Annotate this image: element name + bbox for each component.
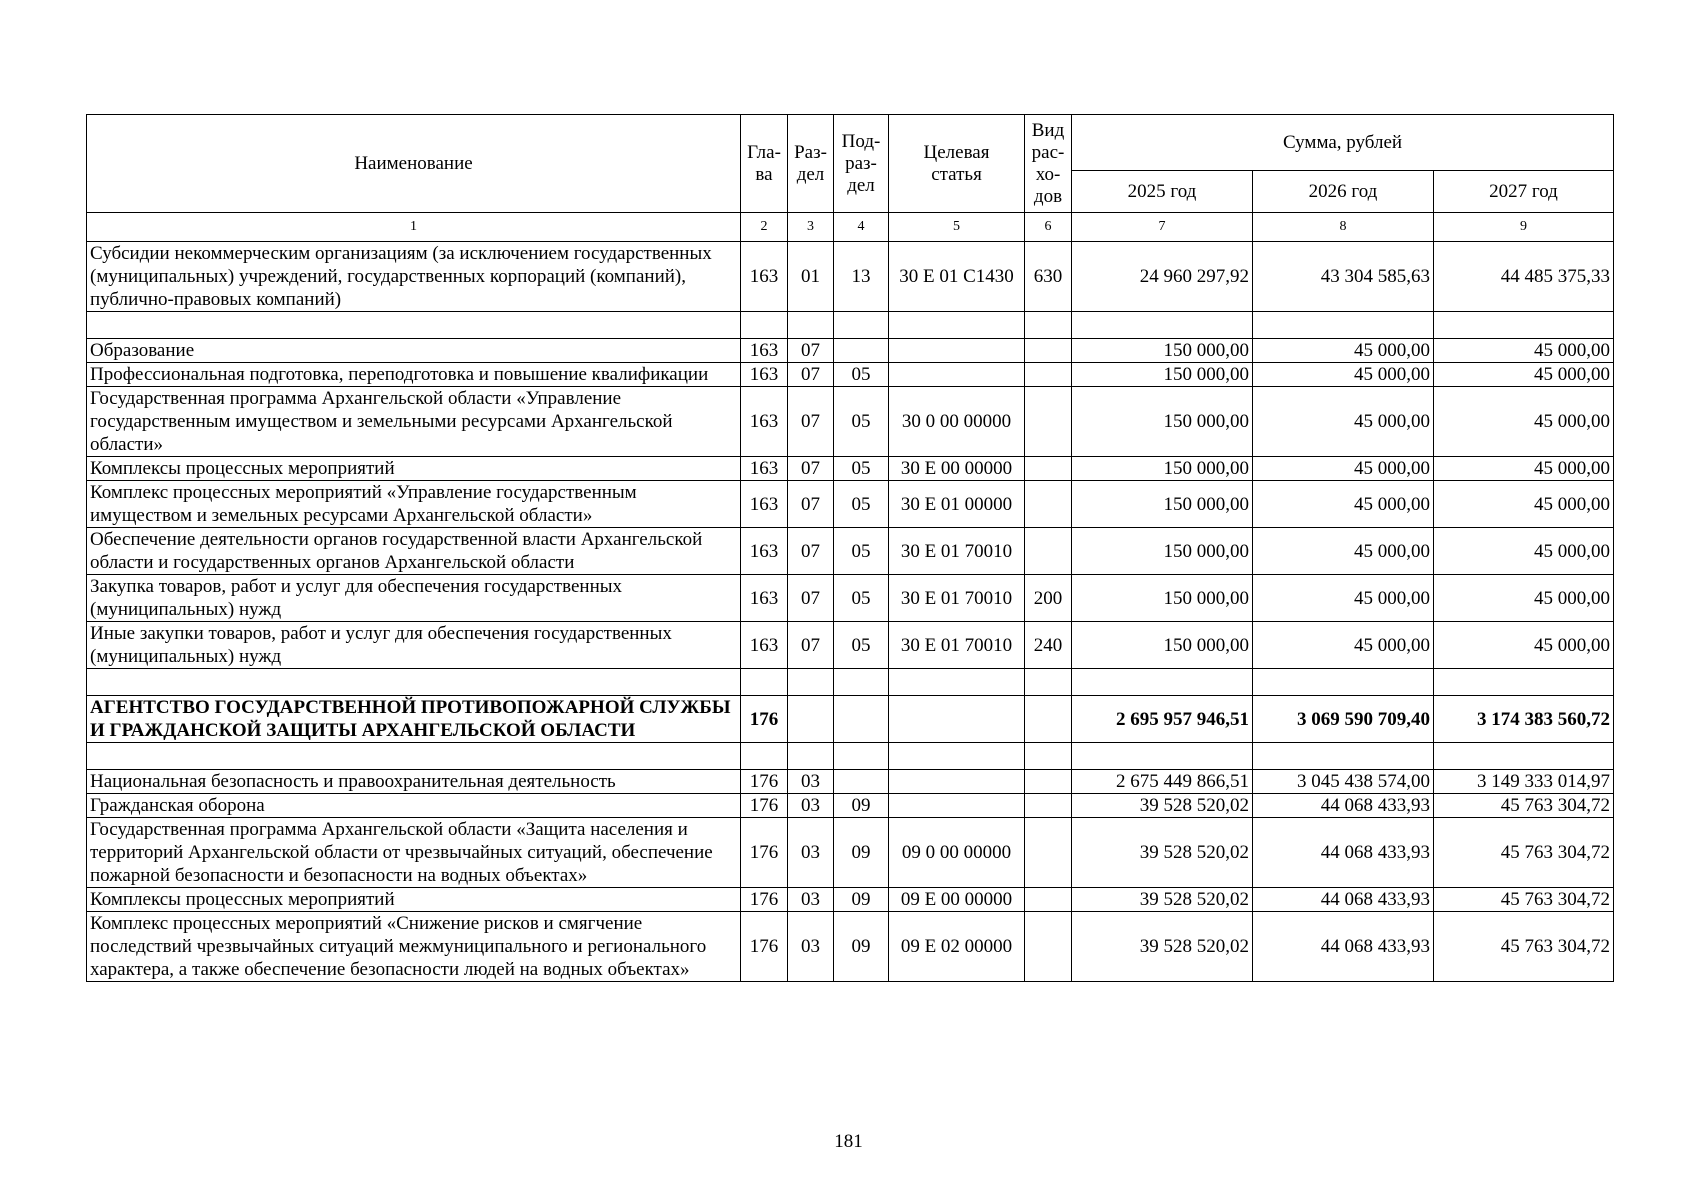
row-subsection-cell: 05 xyxy=(834,457,889,481)
empty-cell xyxy=(834,743,889,770)
row-name-cell: Иные закупки товаров, работ и услуг для обеспечения государственных (муниципальных) нужд xyxy=(87,622,741,669)
row-section-cell: 01 xyxy=(788,242,834,312)
row-expense-type-cell xyxy=(1025,770,1072,794)
row-expense-type-cell xyxy=(1025,457,1072,481)
row-amount-2027-cell: 45 000,00 xyxy=(1434,457,1614,481)
table-row xyxy=(87,912,1614,982)
row-target-article-cell: 30 Е 01 С1430 xyxy=(889,242,1025,312)
row-chapter-cell: 163 xyxy=(741,528,788,575)
table-row xyxy=(87,794,1614,818)
row-section-cell: 07 xyxy=(788,339,834,363)
row-subsection-cell: 13 xyxy=(834,242,889,312)
empty-cell xyxy=(1434,743,1614,770)
row-name-cell: Комплекс процессных мероприятий «Управление государственным имуществом и земельных ресурсами Архангельской области» xyxy=(87,481,741,528)
row-name-cell: АГЕНТСТВО ГОСУДАРСТВЕННОЙ ПРОТИВОПОЖАРНОЙ СЛУЖБЫ И ГРАЖДАНСКОЙ ЗАЩИТЫ АРХАНГЕЛЬСКОЙ ОБЛАСТИ xyxy=(87,696,741,743)
row-expense-type-cell: 630 xyxy=(1025,242,1072,312)
row-chapter-cell: 176 xyxy=(741,888,788,912)
row-name-cell: Комплексы процессных мероприятий xyxy=(87,888,741,912)
row-expense-type-cell xyxy=(1025,794,1072,818)
empty-cell xyxy=(87,312,741,339)
row-amount-2025-cell: 39 528 520,02 xyxy=(1072,818,1253,888)
empty-cell xyxy=(834,669,889,696)
row-section-cell: 07 xyxy=(788,622,834,669)
row-target-article-cell: 30 Е 01 70010 xyxy=(889,622,1025,669)
header-year-2027: 2027 год xyxy=(1434,171,1614,213)
empty-cell xyxy=(1025,669,1072,696)
row-subsection-cell xyxy=(834,770,889,794)
agency-row xyxy=(87,696,1614,743)
row-subsection-cell: 09 xyxy=(834,818,889,888)
row-expense-type-cell xyxy=(1025,481,1072,528)
row-subsection-cell: 05 xyxy=(834,363,889,387)
row-section-cell: 07 xyxy=(788,481,834,528)
header-chapter: Гла- ва xyxy=(741,115,788,213)
column-number: 7 xyxy=(1072,213,1253,242)
row-target-article-cell: 30 Е 01 70010 xyxy=(889,575,1025,622)
table-row xyxy=(87,622,1614,669)
row-target-article-cell: 09 0 00 00000 xyxy=(889,818,1025,888)
row-chapter-cell: 163 xyxy=(741,622,788,669)
row-amount-2027-cell: 45 000,00 xyxy=(1434,339,1614,363)
table-row xyxy=(87,481,1614,528)
table-row xyxy=(87,770,1614,794)
row-expense-type-cell xyxy=(1025,339,1072,363)
row-chapter-cell: 163 xyxy=(741,339,788,363)
row-target-article-cell: 30 Е 01 70010 xyxy=(889,528,1025,575)
empty-cell xyxy=(87,669,741,696)
row-subsection-cell: 09 xyxy=(834,912,889,982)
column-number: 5 xyxy=(889,213,1025,242)
row-amount-2025-cell: 150 000,00 xyxy=(1072,339,1253,363)
table-row xyxy=(87,363,1614,387)
row-expense-type-cell: 240 xyxy=(1025,622,1072,669)
row-name-cell: Государственная программа Архангельской области «Управление государственным имуществом и земельными ресурсами Архангельской области» xyxy=(87,387,741,457)
table-row xyxy=(87,818,1614,888)
row-amount-2026-cell: 3 069 590 709,40 xyxy=(1253,696,1434,743)
row-subsection-cell: 05 xyxy=(834,481,889,528)
row-amount-2025-cell: 39 528 520,02 xyxy=(1072,912,1253,982)
row-section-cell: 03 xyxy=(788,770,834,794)
row-amount-2027-cell: 3 149 333 014,97 xyxy=(1434,770,1614,794)
column-number-row xyxy=(87,213,1614,242)
row-name-cell: Национальная безопасность и правоохранительная деятельность xyxy=(87,770,741,794)
column-number: 6 xyxy=(1025,213,1072,242)
row-amount-2027-cell: 45 000,00 xyxy=(1434,622,1614,669)
row-amount-2027-cell: 45 000,00 xyxy=(1434,528,1614,575)
empty-cell xyxy=(741,743,788,770)
row-amount-2026-cell: 45 000,00 xyxy=(1253,622,1434,669)
row-name-cell: Субсидии некоммерческим организациям (за исключением государственных (муниципальных) учреждений, государственных корпораций (компаний), публично-правовых компаний) xyxy=(87,242,741,312)
row-amount-2027-cell: 44 485 375,33 xyxy=(1434,242,1614,312)
row-amount-2025-cell: 24 960 297,92 xyxy=(1072,242,1253,312)
empty-cell xyxy=(1025,312,1072,339)
empty-cell xyxy=(1253,669,1434,696)
row-target-article-cell xyxy=(889,770,1025,794)
column-number: 8 xyxy=(1253,213,1434,242)
row-section-cell: 07 xyxy=(788,528,834,575)
row-expense-type-cell xyxy=(1025,888,1072,912)
empty-cell xyxy=(889,669,1025,696)
row-amount-2026-cell: 43 304 585,63 xyxy=(1253,242,1434,312)
empty-cell xyxy=(1025,743,1072,770)
header-name: Наименование xyxy=(87,115,741,213)
spacer-row xyxy=(87,743,1614,770)
row-chapter-cell: 163 xyxy=(741,481,788,528)
row-amount-2027-cell: 45 763 304,72 xyxy=(1434,818,1614,888)
empty-cell xyxy=(834,312,889,339)
row-target-article-cell: 09 Е 00 00000 xyxy=(889,888,1025,912)
row-subsection-cell xyxy=(834,696,889,743)
column-number: 1 xyxy=(87,213,741,242)
row-chapter-cell: 163 xyxy=(741,363,788,387)
row-name-cell: Закупка товаров, работ и услуг для обеспечения государственных (муниципальных) нужд xyxy=(87,575,741,622)
row-amount-2026-cell: 44 068 433,93 xyxy=(1253,912,1434,982)
table-row xyxy=(87,575,1614,622)
row-expense-type-cell xyxy=(1025,696,1072,743)
row-amount-2027-cell: 45 000,00 xyxy=(1434,575,1614,622)
row-chapter-cell: 176 xyxy=(741,818,788,888)
row-section-cell: 07 xyxy=(788,575,834,622)
column-number: 4 xyxy=(834,213,889,242)
row-amount-2025-cell: 2 675 449 866,51 xyxy=(1072,770,1253,794)
row-subsection-cell: 09 xyxy=(834,888,889,912)
table-row xyxy=(87,387,1614,457)
row-amount-2027-cell: 45 763 304,72 xyxy=(1434,888,1614,912)
row-subsection-cell: 05 xyxy=(834,528,889,575)
row-amount-2027-cell: 45 000,00 xyxy=(1434,363,1614,387)
row-amount-2025-cell: 39 528 520,02 xyxy=(1072,888,1253,912)
table-row xyxy=(87,242,1614,312)
row-amount-2026-cell: 44 068 433,93 xyxy=(1253,818,1434,888)
row-amount-2027-cell: 45 000,00 xyxy=(1434,387,1614,457)
row-amount-2026-cell: 45 000,00 xyxy=(1253,575,1434,622)
row-amount-2025-cell: 150 000,00 xyxy=(1072,622,1253,669)
row-target-article-cell xyxy=(889,696,1025,743)
header-expense-type: Вид рас- хо- дов xyxy=(1025,115,1072,213)
row-section-cell: 03 xyxy=(788,888,834,912)
row-chapter-cell: 176 xyxy=(741,770,788,794)
row-amount-2026-cell: 45 000,00 xyxy=(1253,363,1434,387)
row-expense-type-cell xyxy=(1025,528,1072,575)
row-subsection-cell: 05 xyxy=(834,387,889,457)
empty-cell xyxy=(1434,669,1614,696)
empty-cell xyxy=(87,743,741,770)
empty-cell xyxy=(741,669,788,696)
column-number: 3 xyxy=(788,213,834,242)
row-target-article-cell: 30 Е 01 00000 xyxy=(889,481,1025,528)
table-body xyxy=(87,213,1614,982)
empty-cell xyxy=(1253,743,1434,770)
row-target-article-cell xyxy=(889,794,1025,818)
row-section-cell xyxy=(788,696,834,743)
row-name-cell: Профессиональная подготовка, переподготовка и повышение квалификации xyxy=(87,363,741,387)
row-chapter-cell: 163 xyxy=(741,242,788,312)
empty-cell xyxy=(889,312,1025,339)
row-amount-2026-cell: 45 000,00 xyxy=(1253,528,1434,575)
row-chapter-cell: 176 xyxy=(741,696,788,743)
row-target-article-cell: 30 0 00 00000 xyxy=(889,387,1025,457)
row-section-cell: 07 xyxy=(788,387,834,457)
row-amount-2027-cell: 45 763 304,72 xyxy=(1434,794,1614,818)
row-chapter-cell: 163 xyxy=(741,457,788,481)
column-number: 9 xyxy=(1434,213,1614,242)
empty-cell xyxy=(1072,743,1253,770)
row-amount-2027-cell: 3 174 383 560,72 xyxy=(1434,696,1614,743)
empty-cell xyxy=(1434,312,1614,339)
row-amount-2026-cell: 44 068 433,93 xyxy=(1253,794,1434,818)
row-amount-2027-cell: 45 000,00 xyxy=(1434,481,1614,528)
row-target-article-cell xyxy=(889,339,1025,363)
row-name-cell: Государственная программа Архангельской области «Защита населения и территорий Архангельской области от чрезвычайных ситуаций, обеспечение пожарной безопасности и безопасности на водных объектах» xyxy=(87,818,741,888)
row-subsection-cell: 05 xyxy=(834,575,889,622)
row-expense-type-cell xyxy=(1025,912,1072,982)
header-year-2026: 2026 год xyxy=(1253,171,1434,213)
row-target-article-cell: 30 Е 00 00000 xyxy=(889,457,1025,481)
page-number: 181 xyxy=(834,1131,863,1152)
row-chapter-cell: 176 xyxy=(741,794,788,818)
row-chapter-cell: 163 xyxy=(741,387,788,457)
empty-cell xyxy=(889,743,1025,770)
table-row xyxy=(87,888,1614,912)
row-amount-2027-cell: 45 763 304,72 xyxy=(1434,912,1614,982)
row-chapter-cell: 176 xyxy=(741,912,788,982)
row-amount-2026-cell: 45 000,00 xyxy=(1253,457,1434,481)
row-amount-2025-cell: 150 000,00 xyxy=(1072,457,1253,481)
row-amount-2026-cell: 45 000,00 xyxy=(1253,339,1434,363)
row-amount-2025-cell: 150 000,00 xyxy=(1072,528,1253,575)
row-expense-type-cell xyxy=(1025,363,1072,387)
empty-cell xyxy=(788,743,834,770)
row-amount-2026-cell: 45 000,00 xyxy=(1253,387,1434,457)
row-subsection-cell: 09 xyxy=(834,794,889,818)
row-name-cell: Комплексы процессных мероприятий xyxy=(87,457,741,481)
row-amount-2026-cell: 45 000,00 xyxy=(1253,481,1434,528)
row-expense-type-cell xyxy=(1025,387,1072,457)
header-year-2025: 2025 год xyxy=(1072,171,1253,213)
row-section-cell: 07 xyxy=(788,363,834,387)
header-section: Раз- дел xyxy=(788,115,834,213)
table-row xyxy=(87,528,1614,575)
table-row xyxy=(87,457,1614,481)
row-expense-type-cell: 200 xyxy=(1025,575,1072,622)
header-subsection: Под- раз- дел xyxy=(834,115,889,213)
empty-cell xyxy=(1072,312,1253,339)
row-amount-2025-cell: 150 000,00 xyxy=(1072,481,1253,528)
row-amount-2026-cell: 44 068 433,93 xyxy=(1253,888,1434,912)
header-sum: Сумма, рублей xyxy=(1072,115,1614,171)
spacer-row xyxy=(87,312,1614,339)
empty-cell xyxy=(1072,669,1253,696)
empty-cell xyxy=(1253,312,1434,339)
row-amount-2025-cell: 150 000,00 xyxy=(1072,363,1253,387)
header-target-article: Целевая статья xyxy=(889,115,1025,213)
row-amount-2025-cell: 150 000,00 xyxy=(1072,387,1253,457)
table-row xyxy=(87,339,1614,363)
row-subsection-cell: 05 xyxy=(834,622,889,669)
row-chapter-cell: 163 xyxy=(741,575,788,622)
empty-cell xyxy=(788,312,834,339)
column-number: 2 xyxy=(741,213,788,242)
row-amount-2025-cell: 39 528 520,02 xyxy=(1072,794,1253,818)
row-amount-2026-cell: 3 045 438 574,00 xyxy=(1253,770,1434,794)
row-name-cell: Гражданская оборона xyxy=(87,794,741,818)
row-section-cell: 07 xyxy=(788,457,834,481)
row-section-cell: 03 xyxy=(788,912,834,982)
row-target-article-cell: 09 Е 02 00000 xyxy=(889,912,1025,982)
row-name-cell: Образование xyxy=(87,339,741,363)
spacer-row xyxy=(87,669,1614,696)
row-target-article-cell xyxy=(889,363,1025,387)
row-expense-type-cell xyxy=(1025,818,1072,888)
row-amount-2025-cell: 2 695 957 946,51 xyxy=(1072,696,1253,743)
row-subsection-cell xyxy=(834,339,889,363)
budget-table xyxy=(86,114,1614,982)
empty-cell xyxy=(788,669,834,696)
row-section-cell: 03 xyxy=(788,794,834,818)
row-name-cell: Обеспечение деятельности органов государственной власти Архангельской области и государственных органов Архангельской области xyxy=(87,528,741,575)
row-name-cell: Комплекс процессных мероприятий «Снижение рисков и смягчение последствий чрезвычайных ситуаций межмуниципального и регионального характера, а также обеспечение безопасности людей на водных объектах» xyxy=(87,912,741,982)
empty-cell xyxy=(741,312,788,339)
row-section-cell: 03 xyxy=(788,818,834,888)
row-amount-2025-cell: 150 000,00 xyxy=(1072,575,1253,622)
